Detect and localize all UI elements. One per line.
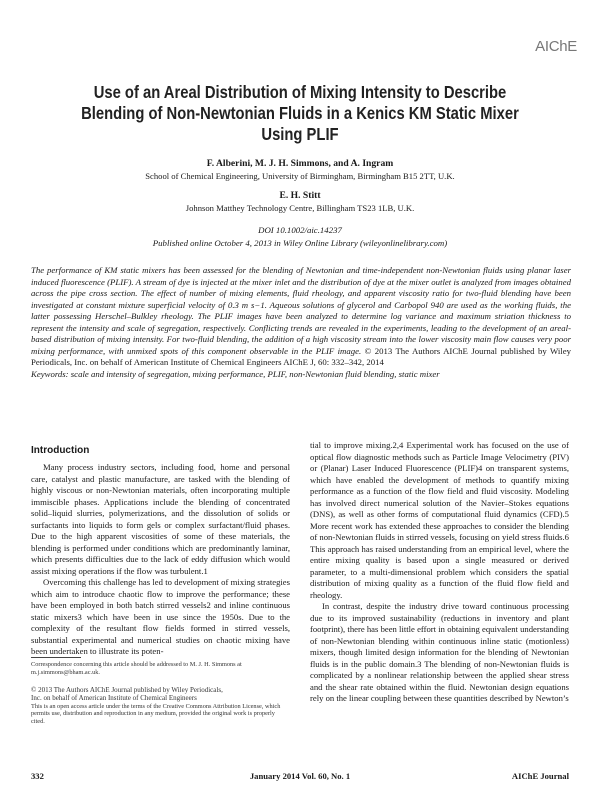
intro-paragraph-1: Many process industry sectors, including food, home and personal care, catalyst and plastic manufacture, are tasked with the blending of highly viscous or non-Newtonian materials, often incorporating multiple immiscible phases. Applications include the blending of concentrated solid–liquid slurries, polymerizations, and the dissolution of solids or surfactants into liquids to form gels or complex surfactant/fluid phases. Due to the high apparent viscosities of some of these materials, the blending is performed under conditions which are predominantly laminar, which presents difficulties due to the lack of eddy diffusion which would assist mixing operations if the flow was turbulent.1 (31, 462, 290, 576)
abstract (31, 265, 571, 380)
intro-paragraph-4: In contrast, despite the industry drive toward continuous processing due to its improved sustainability (reductions in inventory and plant footprint), there has been little effort in obtaining equivalent understanding of non-Newtonian blending within continuous inline static (motionless) mixers, though limited design information for the blending of Newtonian fluids is in the public domain.3 The blending of non-Newtonian fluids is complicated by a nonlinear relationship between the applied shear stress and the shear rate obtained within the fluid. Newtonian design equations rely on the linear coupling between these quantities described by Newton’s (310, 601, 569, 703)
issue-info: January 2014 Vol. 60, No. 1 (249, 771, 351, 781)
title-line-2: Blending of Non-Newtonian Fluids in a Kenics KM Static Mixer (81, 103, 519, 123)
intro-paragraph-3: tial to improve mixing.2,4 Experimental work has focused on the use of optical flow diagnostic methods such as Particle Image Velocimetry (PIV) or (Planar) Laser Induced Fluorescence (PLIF)4 on transparent systems, which have enabled the development of methods to quantify mixing performance as a function of the flow field and fluid viscosity. Modeling has involved direct numerical solution of the Navier–Stokes equations (DNS), as well as other forms of computational fluid dynamics (CFD).5 More recent work has extended these approaches to consider the blending of non-Newtonian fluids in stirred vessels, focusing on yield stress fluids.6 This approach has raised understanding from an empirical level, where the entire mixing quality is based upon a single measured or derived parameter, to a multi-dimensional problem which considers the spatial distribution of mixing quality as a function of the fluid flow field and rheology. (310, 440, 569, 600)
page-number: 332 (31, 771, 44, 781)
license-note (31, 687, 290, 726)
correspondence-note: Correspondence concerning this article should be addressed to M. J. H. Simmons at m.j.simmons@bham.ac.uk. (31, 661, 242, 676)
license-line-2: Inc. on behalf of American Institute of Chemical Engineers (31, 693, 197, 702)
license-line-1: © 2013 The Authors AIChE Journal published by Wiley Periodicals, (31, 686, 223, 694)
title-line-3: Using PLIF (261, 124, 339, 144)
affiliation-2: Johnson Matthey Technology Centre, Billingham TS23 1LB, U.K. (185, 203, 415, 213)
authors-group-2: E. H. Stitt (279, 190, 321, 201)
left-column (31, 462, 290, 658)
license-terms: This is an open access article under the terms of the Creative Commons Attribution License, which permits use, distribution and reproduction in any medium, provided the original work is properly cited. (31, 702, 281, 726)
abstract-text: The performance of KM static mixers has been assessed for the blending of Newtonian and time-independent non-Newtonian fluids using planar laser induced fluorescence (PLIF). A stream of dye is injected at the mixer inlet and the distribution of dye at the mixer outlet is analyzed from images obtained across the pipe cross section. The effect of number of mixing elements, fluid rheology, and apparent viscosity ratio for two-fluid blending have been investigated at constant mixture superficial velocity of 0.3 m s−1. Aqueous solutions of glycerol and Carbopol 940 are used as the working fluids, the latter possessing Herschel–Bulkley rheology. The PLIF images have been analyzed to determine log variance and maximum striation thickness to represent the intensity and scale of segregation, respectively. Conflicting trends are revealed in the experiments, leading to the development of an areal-based distribution of mixing intensity. For two-fluid blending, the addition of a high viscosity stream into the lower viscosity main flow causes very poor mixing performance, with unmixed spots of this component observable in the PLIF image. (31, 265, 571, 356)
published-online: Published online October 4, 2013 in Wiley Online Library (wileyonlinelibrary.com) (152, 238, 448, 248)
intro-paragraph-2: Overcoming this challenge has led to development of mixing strategies which aim to introduce chaotic flow to improve the performance; these have been employed in both batch stirred vessels2 and inline continuous static mixers3 which have been in use since the 1950s. Due to the complexity of the resultant flow fields formed in stirred vessels, substantial experimental and numerical studies on chaotic mixing have been undertaken to illustrate its poten- (31, 577, 290, 656)
right-column (310, 440, 569, 705)
title-line-1: Use of an Areal Distribution of Mixing Intensity to Describe (93, 82, 507, 102)
section-heading-introduction: Introduction (31, 445, 90, 456)
journal-name-footer: AIChE Journal (511, 771, 569, 781)
abstract-copyright: © 2013 The Authors AIChE Journal published by Wiley Periodicals, Inc. on behalf of American Institute of Chemical Engineers AIChE J, 60: 332–342, 2014 (31, 345, 571, 367)
authors-group-1: F. Alberini, M. J. H. Simmons, and A. Ingram (206, 158, 394, 169)
journal-logo: AIChE (535, 38, 577, 55)
article-title (76, 82, 523, 145)
footnote-divider (31, 657, 81, 658)
affiliation-1: School of Chemical Engineering, University of Birmingham, Birmingham B15 2TT, U.K. (145, 171, 455, 181)
doi: DOI 10.1002/aic.14237 (258, 225, 342, 235)
keywords: Keywords: scale and intensity of segregation, mixing performance, PLIF, non-Newtonian fluid blending, static mixer (31, 368, 440, 379)
